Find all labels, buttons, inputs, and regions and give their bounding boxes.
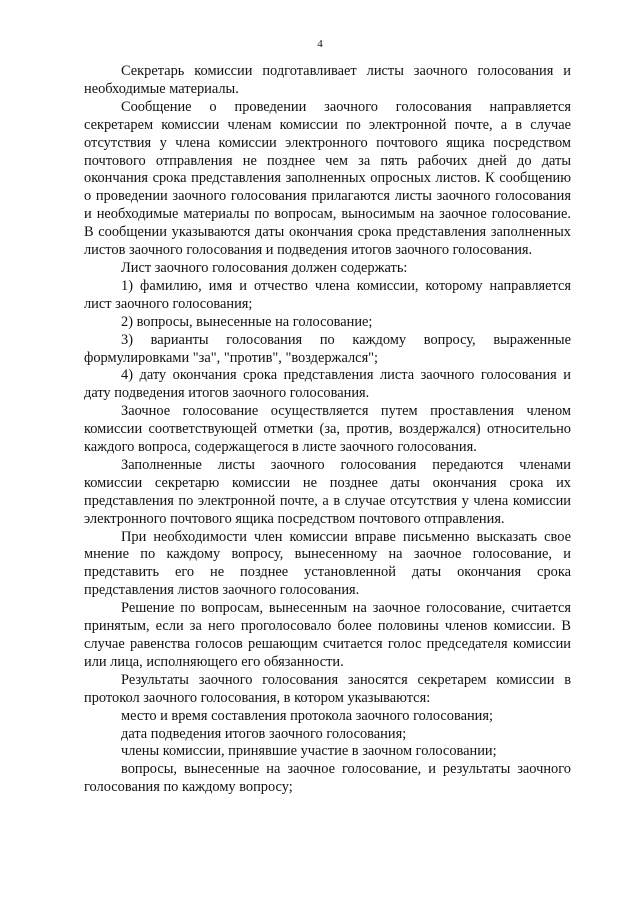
protocol-item-results-date: дата подведения итогов заочного голосования;: [121, 725, 407, 742]
paragraph-voting-procedure: Заочное голосование осуществляется путем проставления членом комиссии соответствующей отметки (за, против, воздержался) относительно каждого вопроса, содержащегося в листе заочного голосования.: [84, 403, 571, 456]
document-body: [84, 63, 571, 797]
list-item-questions: 2) вопросы, вынесенные на голосование;: [121, 313, 373, 330]
paragraph-ballot-submission: Заполненные листы заочного голосования передаются членами комиссии секретарю комиссии не позднее даты окончания срока их представления по электронной почте, а в случае отсутствия у члена комиссии электронного почтового ящика посредством почтового отправления.: [84, 456, 571, 527]
paragraph-secretary-prepares: Секретарь комиссии подготавливает листы заочного голосования и необходимые материалы.: [84, 63, 571, 97]
page-number: 4: [317, 38, 323, 50]
list-item-voting-options: 3) варианты голосования по каждому вопросу, выраженные формулировками "за", "против", "воздержался";: [84, 331, 571, 366]
paragraph-protocol-intro: Результаты заочного голосования заносятся секретарем комиссии в протокол заочного голосования, в котором указываются:: [84, 671, 571, 706]
list-item-deadline: 4) дату окончания срока представления листа заочного голосования и дату подведения итогов заочного голосования.: [84, 367, 571, 402]
protocol-item-questions-results: вопросы, вынесенные на заочное голосование, и результаты заочного голосования по каждому вопросу;: [84, 761, 571, 796]
paragraph-written-opinion: При необходимости член комиссии вправе письменно высказать свое мнение по каждому вопросу, вынесенному на заочное голосование, и представить его не позднее установленной даты окончания срока представления листов заочного голосования.: [84, 528, 571, 599]
paragraph-decision-rule: Решение по вопросам, вынесенным на заочное голосование, считается принятым, если за него проголосовало более половины членов комиссии. В случае равенства голосов решающим считается голос председателя комиссии или лица, исполняющего его обязанности.: [84, 600, 571, 670]
paragraph-notification: Сообщение о проведении заочного голосования направляется секретарем комиссии членам комиссии по электронной почте, а в случае отсутствия у члена комиссии электронного почтового ящика посредством почтового отправления не позднее чем за пять рабочих дней до даты окончания срока представления заполненных опросных листов. К сообщению о проведении заочного голосования прилагаются листы заочного голосования и необходимые материалы по вопросам, выносимым на заочное голосование. В сообщении указываются даты окончания срока представления заполненных листов заочного голосования и подведения итогов заочного голосования.: [84, 98, 571, 259]
list-item-member-name: 1) фамилию, имя и отчество члена комиссии, которому направляется лист заочного голосования;: [84, 277, 571, 312]
paragraph-ballot-contents-intro: Лист заочного голосования должен содержать:: [121, 259, 408, 276]
protocol-item-place-time: место и время составления протокола заочного голосования;: [121, 707, 493, 724]
protocol-item-participants: члены комиссии, принявшие участие в заочном голосовании;: [121, 743, 497, 760]
